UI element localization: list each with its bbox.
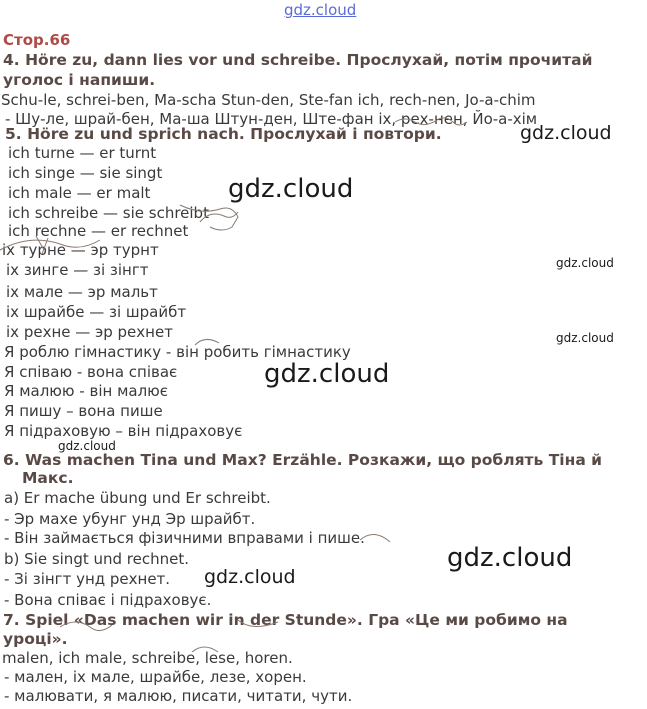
watermark: gdz.cloud xyxy=(520,122,612,144)
exercise-5-line: Я співаю - вона співає xyxy=(4,363,178,381)
exercise-5-line: іх рехне — эр рехнет xyxy=(6,323,173,341)
exercise-5-line: іх зинге — зі зінгт xyxy=(6,261,149,279)
exercise-4-line: Schu-le, schrei-ben, Ma-scha Stun-den, Ste-fan ich, rech-nen, Jo-a-chim xyxy=(1,91,536,109)
exercise-5-line: іх шрайбе — зі шрайбт xyxy=(6,303,187,321)
exercise-5-line: ich turne — er turnt xyxy=(8,144,157,162)
exercise-7-heading: 7. Spiel «Das machen wir in der Stunde». Гра «Це ми робимо на xyxy=(3,611,568,629)
watermark: gdz.cloud xyxy=(58,439,116,453)
watermark: gdz.cloud xyxy=(556,331,614,345)
exercise-7-line: - малювати, я малюю, писати, читати, чути. xyxy=(4,687,353,705)
exercise-6-heading: 6. Was machen Tina und Max? Erzähle. Розкажи, що роблять Тіна й xyxy=(3,451,603,469)
exercise-5-line: Я роблю гімнастику - він робить гімнастику xyxy=(4,343,351,361)
exercise-4-line: - Шу-ле, шрай-бен, Ма-ша Штун-ден, Ште-фан іх, рех-нен, Йо-а-хім xyxy=(5,110,538,128)
exercise-7-line: malen, ich male, schreibe, lese, horen. xyxy=(2,649,293,667)
watermark-top: gdz.cloud xyxy=(284,1,357,19)
watermark: gdz.cloud xyxy=(447,543,573,573)
watermark: gdz.cloud xyxy=(228,174,354,204)
exercise-4-heading-cont: уголос і напиши. xyxy=(3,71,156,89)
exercise-6-line: - Він займається фізичними вправами і пише. xyxy=(4,529,365,547)
exercise-5-line: Я підраховую – він підраховує xyxy=(4,422,243,440)
exercise-6-heading-cont: Макс. xyxy=(22,469,74,487)
exercise-6-line: a) Er mache übung und Er schreibt. xyxy=(4,489,271,507)
exercise-5-line: ich schreibe — sie schreibt xyxy=(8,204,209,222)
exercise-5-line: Я малюю - він малює xyxy=(4,382,169,400)
exercise-5-line: іх мале — эр мальт xyxy=(6,283,158,301)
exercise-5-line: ich rechne — er rechnet xyxy=(8,222,189,240)
exercise-5-line: ich singe — sie singt xyxy=(8,164,163,182)
watermark: gdz.cloud xyxy=(556,256,614,270)
watermark: gdz.cloud xyxy=(204,566,296,588)
exercise-6-line: b) Sie singt und rechnet. xyxy=(4,550,189,568)
page-title: Стор.66 xyxy=(3,31,71,49)
exercise-7-line: - мален, іх мале, шрайбе, лезе, хорен. xyxy=(4,668,307,686)
exercise-5-line: Я пишу – вона пише xyxy=(4,402,163,420)
exercise-7-heading-cont: уроці». xyxy=(3,630,68,648)
exercise-6-line: - Эр махе убунг унд Эр шрайбт. xyxy=(4,510,256,528)
exercise-5-heading: 5. Höre zu und sprich nach. Прослухай і повтори. xyxy=(5,125,442,143)
exercise-6-line: - Вона співає і підраховує. xyxy=(4,591,212,609)
exercise-5-line: іх турне — эр турнт xyxy=(2,241,159,259)
exercise-4-heading: 4. Höre zu, dann lies vor und schreibe. Прослухай, потім прочитай xyxy=(3,51,593,69)
exercise-5-line: ich male — er malt xyxy=(8,184,151,202)
exercise-6-line: - Зі зінгт унд рехнет. xyxy=(4,570,171,588)
watermark: gdz.cloud xyxy=(264,359,390,389)
